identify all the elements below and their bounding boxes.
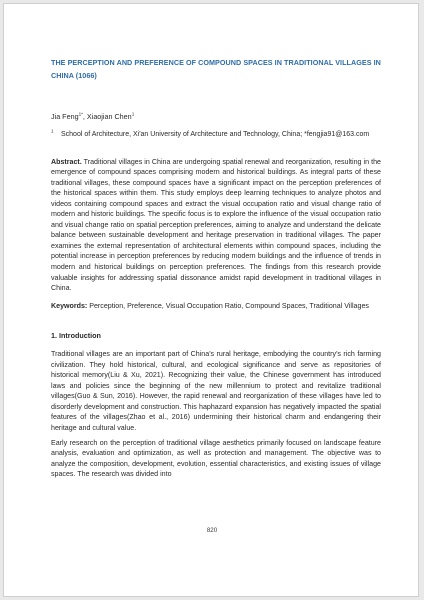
keywords-text: Perception, Preference, Visual Occupation Ratio, Compound Spaces, Traditional Villages [87, 301, 369, 310]
affiliation-text: School of Architecture, Xi'an University of Architecture and Technology, China; *fengjia91@163.com [61, 131, 370, 138]
author-separator: , [82, 112, 87, 121]
page-number: 820 [206, 527, 218, 534]
body-paragraph: Traditional villages are an important part of China's rural heritage, embodying the country's rich farming civilization. They hold historical, cultural, and ecological significance and serve as repositories of historical memory(Liu & Xu, 2021). Recognizing their value, the Chinese government has introduced laws and policies since the beginning of the new millennium to protect and revitalize traditional villages(Guo & Sun, 2016). However, the rapid renewal and reorganization of these villages have led to disorderly development and construction. This haphazard expansion has negatively impacted the spatial features of the villages(Zhao et al., 2016) undermining their historical charm and endangering their heritage and cultural value. [51, 350, 381, 432]
abstract-text: Traditional villages in China are undergoing spatial renewal and reorganization, resulting in the emergence of compound spaces comprising modern and historical buildings. As integral parts of these traditional villages, these compound spaces have a significant impact on the perception preferences of the historical spaces within them. This study employs deep learning techniques to analyze photos and videos containing compound spaces and extract the visual occupation ratio and visual change ratio of modern and historic buildings. The specific focus is to explore the influence of the visual occupation ratio and visual change ratio on spatial perception preferences, aiming to analyze and understand the delicate balance between sustainable development and heritage preservation in traditional villages. The paper examines the external representation of architectural elements within compound spaces, including the potential increase in perception preferences by reducing modern buildings and the influence of trends in modern and historical buildings on perception preferences. The findings from this research provide valuable insights for addressing spatial dissonance amidst rapid development in traditional villages in China. [51, 157, 381, 293]
author-superscript: 1 [131, 111, 135, 117]
document-page [3, 3, 419, 597]
author-line [51, 112, 381, 122]
body-paragraph: Early research on the perception of traditional village aesthetics primarily focused on landscape feature analysis, evaluation and optimization, as well as protection and management. The objective was to analyze the composition, development, evolution, essential characteristics, and existing issues of village spaces. The research was divided into [51, 438, 381, 479]
paper-title: THE PERCEPTION AND PREFERENCE OF COMPOUND SPACES IN TRADITIONAL VILLAGES IN CHINA (1066) [51, 58, 381, 80]
affiliation-mark: 1 [51, 128, 54, 134]
author-name: Jia Feng [51, 112, 79, 121]
section-heading: 1. Introduction [51, 331, 101, 341]
abstract-label: Abstract. [51, 157, 82, 166]
abstract [51, 157, 381, 294]
keywords-label: Keywords: [51, 301, 88, 310]
author-superscript: 1* [78, 111, 83, 117]
author-name: Xiaojian Chen [86, 112, 132, 121]
page-content [51, 56, 381, 480]
affiliation [51, 130, 381, 141]
keywords [51, 301, 381, 312]
